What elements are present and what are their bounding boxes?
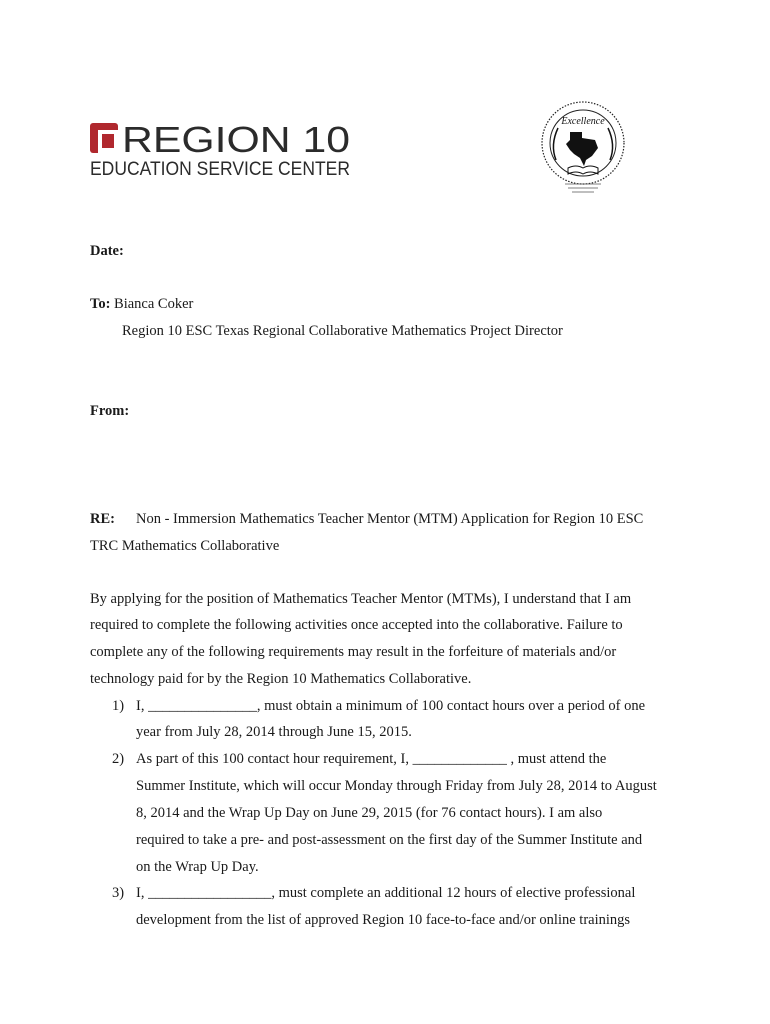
to-name: Bianca Coker bbox=[114, 296, 194, 312]
re-line2: TRC Mathematics Collaborative bbox=[90, 538, 280, 554]
re-label: RE: bbox=[90, 511, 115, 527]
to-title: Region 10 ESC Texas Regional Collaborative Mathematics Project Director bbox=[122, 323, 563, 339]
logo-line2: EDUCATION SERVICE CENTER bbox=[90, 159, 350, 180]
item-2-line1: As part of this 100 contact hour requirement, I, _____________ , must attend the bbox=[136, 751, 607, 767]
texas-map-icon bbox=[566, 132, 598, 166]
from-label: From: bbox=[90, 403, 130, 419]
item-3-number: 3) bbox=[112, 885, 125, 901]
intro-line3: complete any of the following requirements may result in the forfeiture of materials and/or bbox=[90, 644, 617, 660]
item-2-line3: 8, 2014 and the Wrap Up Day on June 29, 2015 (for 76 contact hours). I am also bbox=[136, 805, 603, 821]
item-2-line4: required to take a pre- and post-assessment on the first day of the Summer Institute and bbox=[136, 832, 643, 848]
item-1-line2: year from July 28, 2014 through June 15, 2015. bbox=[136, 724, 412, 740]
region10-logo bbox=[90, 120, 352, 180]
intro-line2: required to complete the following activities once accepted into the collaborative. Failure to bbox=[90, 617, 623, 633]
item-3-line1: I, _________________, must complete an additional 12 hours of elective professional bbox=[136, 885, 636, 901]
re-line1: Non - Immersion Mathematics Teacher Mentor (MTM) Application for Region 10 ESC bbox=[136, 511, 644, 527]
item-2-line5: on the Wrap Up Day. bbox=[136, 859, 259, 875]
excellence-seal bbox=[540, 100, 626, 196]
to-label: To: bbox=[90, 296, 111, 312]
date-label: Date: bbox=[90, 243, 124, 259]
item-2-line2: Summer Institute, which will occur Monday through Friday from July 28, 2014 to August bbox=[136, 778, 657, 794]
seal-text: Excellence bbox=[561, 116, 605, 127]
item-3-line2: development from the list of approved Region 10 face-to-face and/or online trainings bbox=[136, 912, 631, 928]
item-2-number: 2) bbox=[112, 751, 125, 767]
intro-line1: By applying for the position of Mathematics Teacher Mentor (MTMs), I understand that I am bbox=[90, 591, 632, 607]
item-1-number: 1) bbox=[112, 698, 125, 714]
open-book-icon bbox=[568, 166, 598, 174]
logo-mark-icon bbox=[90, 123, 118, 153]
to-block bbox=[90, 295, 193, 313]
item-1-line1: I, _______________, must obtain a minimum of 100 contact hours over a period of one bbox=[136, 698, 646, 714]
logo-line1: REGION 10 bbox=[122, 120, 350, 160]
intro-line4: technology paid for by the Region 10 Mathematics Collaborative. bbox=[90, 671, 472, 687]
